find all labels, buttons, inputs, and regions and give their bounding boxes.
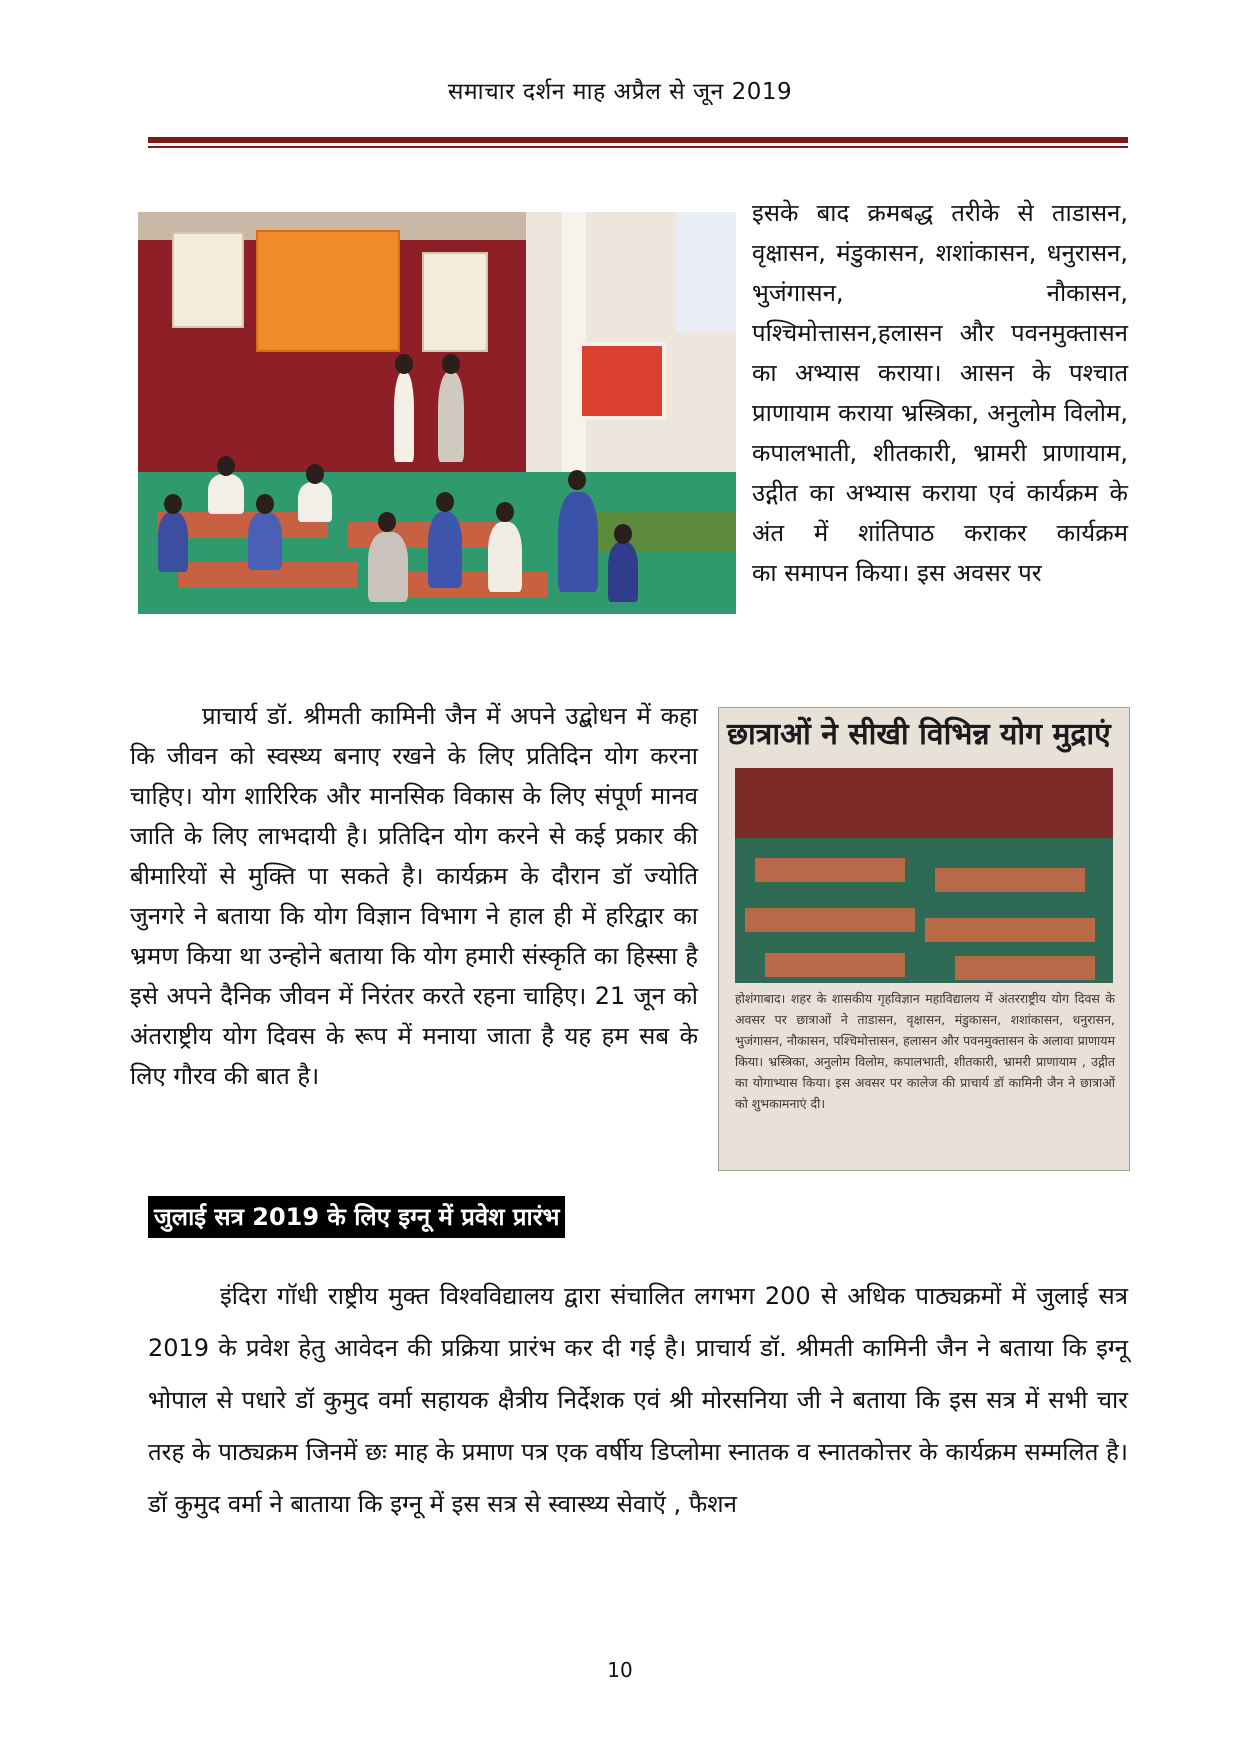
page-number: 10 bbox=[607, 1658, 633, 1682]
header-rule-thick bbox=[148, 137, 1128, 143]
yoga-event-photo bbox=[138, 212, 736, 614]
page-header: समाचार दर्शन माह अप्रैल से जून 2019 bbox=[447, 79, 793, 105]
clipping-photo bbox=[735, 768, 1113, 983]
left-column-paragraph: प्राचार्य डॉ. श्रीमती कामिनी जैन में अपने उद्बोधन में कहा कि जीवन को स्वस्थ्य बनाए रखने के लिए प्रतिदिन योग करना चाहिए। योग शारिरिक और मानसिक विकास के लिए संपूर्ण मानव जाति के लिए लाभदायी है। प्रतिदिन योग करने से कई प्रकार की बीमारियों से मुक्ति पा सकते है। कार्यक्रम के दौरान डॉ ज्योति जुनगरे ने बताया कि योग विज्ञान विभाग ने हाल ही में हरिद्वार का भ्रमण किया था उन्होने बताया कि योग हमारी संस्कृति का हिस्सा है इसे अपने दैनिक जीवन में निरंतर करते रहना चाहिए। 21 जून को अंतराष्ट्रीय योग दिवस के रूप में मनाया जाता है यह हम सब के लिए गौरव की बात है। bbox=[130, 702, 698, 1090]
right-column-text bbox=[752, 193, 1128, 593]
right-column-body: इसके बाद क्रमबद्ध तरीके से ताडासन, वृक्षासन, मंडुकासन, शशांकासन, धनुरासन, भुजंगासन, नौकासन, पश्चिमोत्तासन,हलासन और पवनमुक्तासन का अभ्यास कराया। आसन के पश्चात प्राणायाम कराया भ्रस्त्रिका, अनुलोम विलोम, कपालभाती, शीतकारी, भ्रामरी प्राणायाम, उद्गीत का अभ्यास कराया एवं कार्यक्रम के अंत में शांतिपाठ कराकर कार्यक्रम bbox=[752, 199, 1128, 547]
ignou-paragraph bbox=[148, 1270, 1128, 1530]
left-column-text bbox=[130, 696, 698, 1096]
clipping-caption: होशंगाबाद। शहर के शासकीय गृहविज्ञान महाविद्यालय में अंतरराष्ट्रीय योग दिवस के अवसर पर छात्राओं ने ताडासन, वृक्षासन, मंडुकासन, शशांकासन, धनुरासन, भुजंगासन, नौकासन, पश्चिमोत्तासन, हलासन और पवनमुक्तासन के अलावा प्राणायम किया। भ्रस्त्रिका, अनुलोम विलोम, कपालभाती, शीतकारी, भ्रामरी प्राणायाम , उद्गीत का योगाभ्यास किया। इस अवसर पर कालेज की प्राचार्य डॉ कामिनी जैन ने छात्राओं को शुभकामनाएं दी। bbox=[735, 991, 1115, 1111]
photo-sky bbox=[676, 212, 736, 332]
photo-banner-center bbox=[256, 230, 400, 352]
photo-lawn bbox=[576, 512, 736, 552]
clipping-headline: छात्राओं ने सीखी विभिन्न योग मुद्राएं bbox=[727, 717, 1111, 752]
right-column-last-line: का समापन किया। इस अवसर पर bbox=[752, 559, 1042, 587]
photo-poster-left bbox=[172, 232, 244, 328]
photo-poster-right bbox=[422, 252, 488, 352]
ignou-paragraph-text: इंदिरा गॉधी राष्ट्रीय मुक्त विश्वविद्यालय द्वारा संचालित लगभग 200 से अधिक पाठ्यक्रमों में जुलाई सत्र 2019 के प्रवेश हेतु आवेदन की प्रक्रिया प्रारंभ कर दी गई है। प्राचार्य डॉ. श्रीमती कामिनी जैन ने बताया कि इग्नू भोपाल से पधारे डॉ कुमुद वर्मा सहायक क्षैत्रीय निर्देशक एवं श्री मोरसनिया जी ने बताया कि इस सत्र में सभी चार तरह के पाठ्यक्रम जिनमें छः माह के प्रमाण पत्र एक वर्षीय डिप्लोमा स्नातक व स्नातकोत्तर के कार्यक्रम सम्मलित है। डॉ कुमुद वर्मा ने बाताया कि इग्नू में इस सत्र से स्वास्थ्य सेवाऍ , फैशन bbox=[148, 1282, 1128, 1518]
news-clipping bbox=[718, 707, 1130, 1171]
header-rule-thin bbox=[148, 146, 1128, 148]
section-heading: जुलाई सत्र 2019 के लिए इग्नू में प्रवेश प्रारंभ bbox=[148, 1196, 565, 1238]
